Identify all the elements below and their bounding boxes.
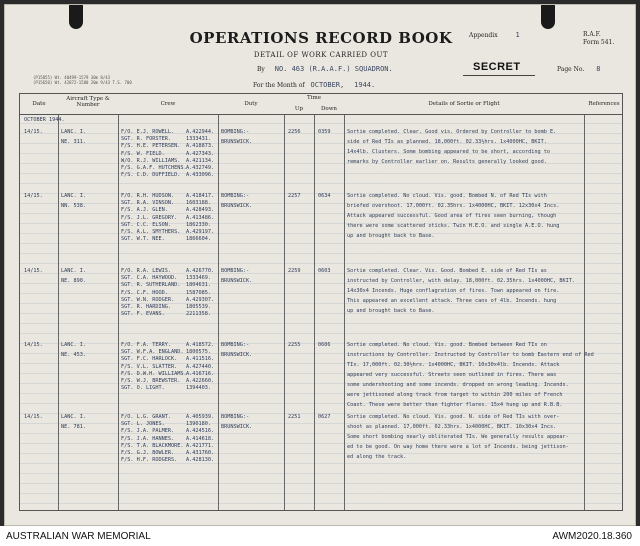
sortie-detail-line: Sortie completed. No cloud. Vis. good. Bombed N. of Red TIs with: [347, 193, 547, 199]
crew-service-number: A.414618.: [186, 435, 215, 442]
aircraft-designation: NE. 453.: [61, 352, 86, 358]
column-divider: [218, 94, 219, 510]
record-table: [19, 93, 623, 511]
duty-text: BRUNSWICK.: [221, 352, 253, 358]
header-references: References: [588, 101, 620, 107]
duty-text: BRUNSWICK.: [221, 203, 253, 209]
sortie-detail-line: appeared very successful. Streets seen outlined in fires. There was: [347, 372, 557, 378]
crew-member-name: F/O. R.H. HUDSON.: [121, 193, 175, 199]
sortie-detail-line: Sortie completed. No cloud. Vis. good. N. side of Red TIs with over-: [347, 414, 560, 420]
aircraft-designation: LANC. I.: [61, 268, 86, 274]
sortie-date: 14/15.: [24, 414, 43, 420]
sortie-detail-line: 14x30x4 Incends. Huge conflagration of fires. Town appeared on fire.: [347, 288, 560, 294]
crew-service-number: 1390180.: [186, 421, 211, 428]
crew-member-name: SGT. W.T. NEE.: [121, 236, 165, 243]
unit-field: [257, 65, 393, 73]
crew-member-name: SGT. F.C. HARLOCK.: [121, 356, 178, 363]
column-divider: [58, 94, 59, 510]
header-date: Date: [32, 101, 46, 107]
aircraft-designation: LANC. I.: [61, 129, 86, 135]
header-time-up: Up: [294, 106, 304, 112]
duty-text: BOMBING:-: [221, 129, 250, 135]
crew-service-number: A.429197.: [186, 229, 215, 235]
header-details: Details of Sortie or Flight: [428, 101, 500, 107]
crew-service-number: A.431760.: [186, 450, 215, 456]
crew-service-number: 1862330.: [186, 221, 211, 228]
aircraft-designation: LANC. I.: [61, 414, 86, 420]
crew-service-number: 2211358.: [186, 311, 211, 318]
appendix-value: 1: [515, 31, 520, 39]
duty-text: BOMBING:-: [221, 268, 250, 274]
appendix-field: [469, 31, 520, 39]
crew-service-number: A.427440.: [186, 363, 215, 370]
crew-member-name: F/O. F.A. TERRY.: [121, 342, 171, 348]
column-divider: [314, 94, 315, 510]
page-value: 8: [596, 65, 601, 73]
crew-member-name: SGT. W.N. RODGER.: [121, 296, 175, 303]
crew-member-name: F/O. L.G. GRANT.: [121, 414, 171, 420]
crew-member-name: SGT. O. LIGHT.: [121, 385, 165, 392]
printer-stamp: [33, 75, 132, 85]
month-label: For the Month of: [253, 82, 305, 89]
crew-service-number: A.418417.: [186, 193, 215, 199]
form-label: Form 541.: [583, 39, 615, 46]
stamp-line: (P15855) Wt. 40499-1579 30m 8/43: [33, 75, 111, 80]
crew-service-number: 1587085.: [186, 289, 211, 296]
crew-service-number: A.411516.: [186, 356, 215, 363]
page-label: Page No.: [557, 66, 585, 73]
by-label: By: [257, 66, 265, 73]
time-up: 2251: [288, 414, 301, 420]
form-number: [583, 31, 614, 47]
time-down: 0603: [318, 268, 331, 274]
crew-member-name: F/S. J.A. PALMER.: [121, 428, 175, 435]
crew-service-number: A.426770.: [186, 268, 215, 274]
header-time: Time: [307, 95, 321, 101]
crew-member-name: F/S. D.W.H. WILLIAMS.: [121, 370, 187, 377]
header-aircraft: Aircraft Type & Number: [66, 96, 110, 108]
time-up: 2257: [288, 193, 301, 199]
column-divider: [284, 94, 285, 510]
sortie-detail-line: were jettisoned along track from target to within 200 miles of French: [347, 392, 563, 398]
crew-service-number: 1603188.: [186, 200, 211, 207]
sortie-detail-line: instructed by Controller, with delay. 18,000ft. 02.35hrs. 1x4000HC, BKIT.: [347, 278, 575, 284]
crew-service-number: 1800575.: [186, 349, 211, 356]
sortie-date: 14/15.: [24, 268, 43, 274]
sortie-date: 14/15.: [24, 193, 43, 199]
crew-service-number: A.416716.: [186, 370, 215, 377]
crew-member-name: F/S. W. FIELD.: [121, 150, 165, 157]
sortie-date: 14/15.: [24, 129, 43, 135]
crew-service-number: 1333431.: [186, 136, 211, 143]
crew-service-number: A.405939.: [186, 414, 215, 420]
archive-footer: [0, 526, 640, 546]
crew-member-name: SGT. R. HARDING.: [121, 304, 171, 310]
column-divider: [118, 94, 119, 510]
month-field: [253, 81, 379, 89]
crew-service-number: A.433096.: [186, 172, 215, 179]
archive-reference: AWM2020.18.360: [552, 531, 632, 542]
duty-text: BOMBING:-: [221, 414, 250, 420]
sortie-detail-line: Attack appeared successful. Good area of fires seen burning, though: [347, 213, 557, 219]
crew-member-name: SGT. R. SUTHERLAND.: [121, 282, 181, 289]
sortie-detail-line: Sortie completed. Clear. Vis. Good. Bombed E. side of Red TIs as: [347, 268, 547, 274]
crew-service-number: 1333469.: [186, 275, 211, 282]
aircraft-designation: NN. 538.: [61, 203, 86, 209]
sortie-detail-line: side of Red TIs as planned. 18,000ft. 02.33½hrs. 1x4000HC, BKIT.: [347, 139, 547, 145]
duty-text: BOMBING:-: [221, 193, 250, 199]
appendix-label: Appendix: [469, 32, 498, 39]
crew-service-number: A.432749.: [186, 165, 215, 171]
column-divider: [584, 94, 585, 510]
aircraft-designation: NE. 890.: [61, 278, 86, 284]
unit-value: NO. 463 (R.A.A.F.) SQUADRON.: [274, 65, 393, 73]
sortie-detail-line: shoot as planned. 17,000ft. 02.33hrs. 1x4000HC, BKIT. 10x30x4 Incs.: [347, 424, 557, 430]
crew-member-name: F/S. T.A. BLACKMORE.: [121, 442, 184, 449]
crew-service-number: 1866604.: [186, 236, 211, 243]
crew-service-number: A.427343.: [186, 150, 215, 157]
crew-service-number: A.418873.: [186, 143, 215, 150]
header-time-down: Down: [321, 106, 337, 112]
stamp-line: (P15650) Wt. 42872-1580 20m 9/43 T.S. 700: [33, 80, 132, 85]
year-value: 1944.: [354, 81, 376, 89]
binder-hole-right: [541, 4, 555, 29]
crew-member-name: F/S. J.A. HANNES.: [121, 435, 175, 442]
sortie-date: 14/15.: [24, 342, 43, 348]
crew-service-number: A.422660.: [186, 378, 215, 384]
sortie-detail-line: Some short bombing nearly obliterated TIs. We generally results appear-: [347, 434, 569, 440]
crew-member-name: F/S. C.F. HOOD.: [121, 289, 168, 296]
time-up: 2259: [288, 268, 301, 274]
crew-service-number: A.413486.: [186, 214, 215, 221]
crew-member-name: SGT. R. FORSTER.: [121, 136, 171, 143]
duty-text: BRUNSWICK.: [221, 278, 253, 284]
crew-member-name: SGT. C.C. ELSON.: [121, 221, 171, 228]
time-down: 0359: [318, 129, 331, 135]
crew-service-number: A.418572.: [186, 342, 215, 348]
crew-member-name: F/S. V.L. SLATTER.: [121, 363, 178, 370]
sortie-detail-line: some undershooting and some incends. dropped on wrong leading. Incends.: [347, 382, 569, 388]
crew-member-name: SGT. L. JONES.: [121, 421, 165, 428]
sortie-detail-line: Sortie completed. No cloud. Vis. good. Bombed between Red TIs on: [347, 342, 547, 348]
crew-service-number: A.421134.: [186, 157, 215, 164]
sortie-detail-line: briefed overshoot. 17,000ft. 02.35hrs. 1x4000HC, BKIT. 12x30x4 Incs.: [347, 203, 560, 209]
crew-member-name: F/O. E.J. ROWELL.: [121, 129, 175, 135]
crew-member-name: SGT. W.F.A. ENGLAND.: [121, 349, 184, 356]
crew-service-number: A.422944.: [186, 129, 215, 135]
crew-member-name: F/S. H.E. PETERSEN.: [121, 143, 181, 150]
crew-service-number: A.421771.: [186, 442, 215, 449]
aircraft-designation: LANC. I.: [61, 342, 86, 348]
sortie-detail-line: TIs. 17,000ft. 02.30½hrs. 1x4000HC, BKIT. 10x30x4lb. Incends. Attack: [347, 362, 560, 368]
raf-label: R.A.F.: [583, 31, 601, 38]
time-down: 0606: [318, 342, 331, 348]
time-up: 2255: [288, 342, 301, 348]
sortie-detail-line: instructions by Controller. Instructed by Controller to bomb Eastern end of Red: [347, 352, 594, 358]
crew-member-name: SGT. F. EVANS.: [121, 311, 165, 318]
crew-service-number: A.428130.: [186, 457, 215, 464]
crew-service-number: A.429307.: [186, 296, 215, 303]
classification-underline: [463, 75, 535, 76]
crew-member-name: SGT. C.A. HAYWOOD.: [121, 275, 178, 282]
sortie-detail-line: ed to be good. On way home there were a lot of Incends. being jettison-: [347, 444, 569, 450]
crew-member-name: F/S. W.J. BREWSTER.: [121, 378, 181, 384]
duty-text: BRUNSWICK.: [221, 139, 253, 145]
table-header: [20, 94, 622, 115]
aircraft-designation: NE. 311.: [61, 139, 86, 145]
aircraft-designation: LANC. I.: [61, 193, 86, 199]
crew-member-name: F/S. A.L. SMYTHERS.: [121, 229, 181, 235]
sortie-detail-line: there were some scattered sticks. Twin H.E.O. and single A.E.O. hung: [347, 223, 560, 229]
sortie-detail-line: remarks by Controller earlier on. Results generally looked good.: [347, 159, 547, 165]
classification-label: SECRET: [473, 61, 521, 73]
sortie-detail-line: up and brought back to Base.: [347, 233, 435, 239]
header-duty: Duty: [244, 101, 258, 107]
form-subtitle: DETAIL OF WORK CARRIED OUT: [253, 51, 389, 59]
duty-text: BOMBING:-: [221, 342, 250, 348]
time-up: 2256: [288, 129, 301, 135]
month-value: OCTOBER,: [310, 81, 345, 89]
crew-member-name: F/O. R.A. LEWIS.: [121, 268, 171, 274]
crew-service-number: A.424516.: [186, 428, 215, 435]
sortie-detail-line: This appeared an excellent attack. Three cans of 4lb. Incends. hung: [347, 298, 557, 304]
header-crew: Crew: [160, 101, 176, 107]
crew-member-name: F/S. A.J. GLEN.: [121, 207, 168, 214]
crew-service-number: 1394403.: [186, 385, 211, 392]
crew-member-name: F/S. C.D. DUFFIELD.: [121, 172, 181, 179]
sortie-detail-line: up and brought back to Base.: [347, 308, 435, 314]
crew-member-name: W/O. R.J. WILLIAMS.: [121, 157, 181, 164]
record-sheet: [4, 4, 636, 526]
binder-hole-left: [69, 4, 83, 29]
sortie-detail-line: Sortie completed. Clear. Good vis. Ordered by Controller to bomb E.: [347, 129, 557, 135]
crew-member-name: F/S. G.J. BOWLER.: [121, 450, 175, 456]
sortie-detail-line: 14x4lb. Clusters. Some bombing appeared to be short, according to: [347, 149, 551, 155]
crew-service-number: 1804631.: [186, 282, 211, 289]
time-down: 0634: [318, 193, 331, 199]
crew-service-number: 1805539.: [186, 304, 211, 310]
archive-name: AUSTRALIAN WAR MEMORIAL: [6, 531, 151, 542]
sortie-detail-line: Coast. These were better than fighter flares. 15x4 hung up and R.B.B.: [347, 402, 563, 408]
crew-member-name: SGT. R.A. VINSON.: [121, 200, 175, 207]
crew-member-name: F/S. G.A.F. HUTCHENS.: [121, 165, 187, 171]
sortie-detail-line: ed along the track.: [347, 454, 407, 460]
crew-member-name: F/S. J.L. GREGORY.: [121, 214, 178, 221]
aircraft-designation: NE. 781.: [61, 424, 86, 430]
form-title: OPERATIONS RECORD BOOK: [189, 29, 453, 47]
crew-service-number: A.428493.: [186, 207, 215, 214]
duty-text: BRUNSWICK.: [221, 424, 253, 430]
month-heading: OCTOBER 1944.: [24, 117, 65, 123]
time-down: 0627: [318, 414, 331, 420]
crew-member-name: F/S. H.F. RODGERS.: [121, 457, 178, 464]
page-number: [557, 65, 600, 73]
column-divider: [344, 94, 345, 510]
